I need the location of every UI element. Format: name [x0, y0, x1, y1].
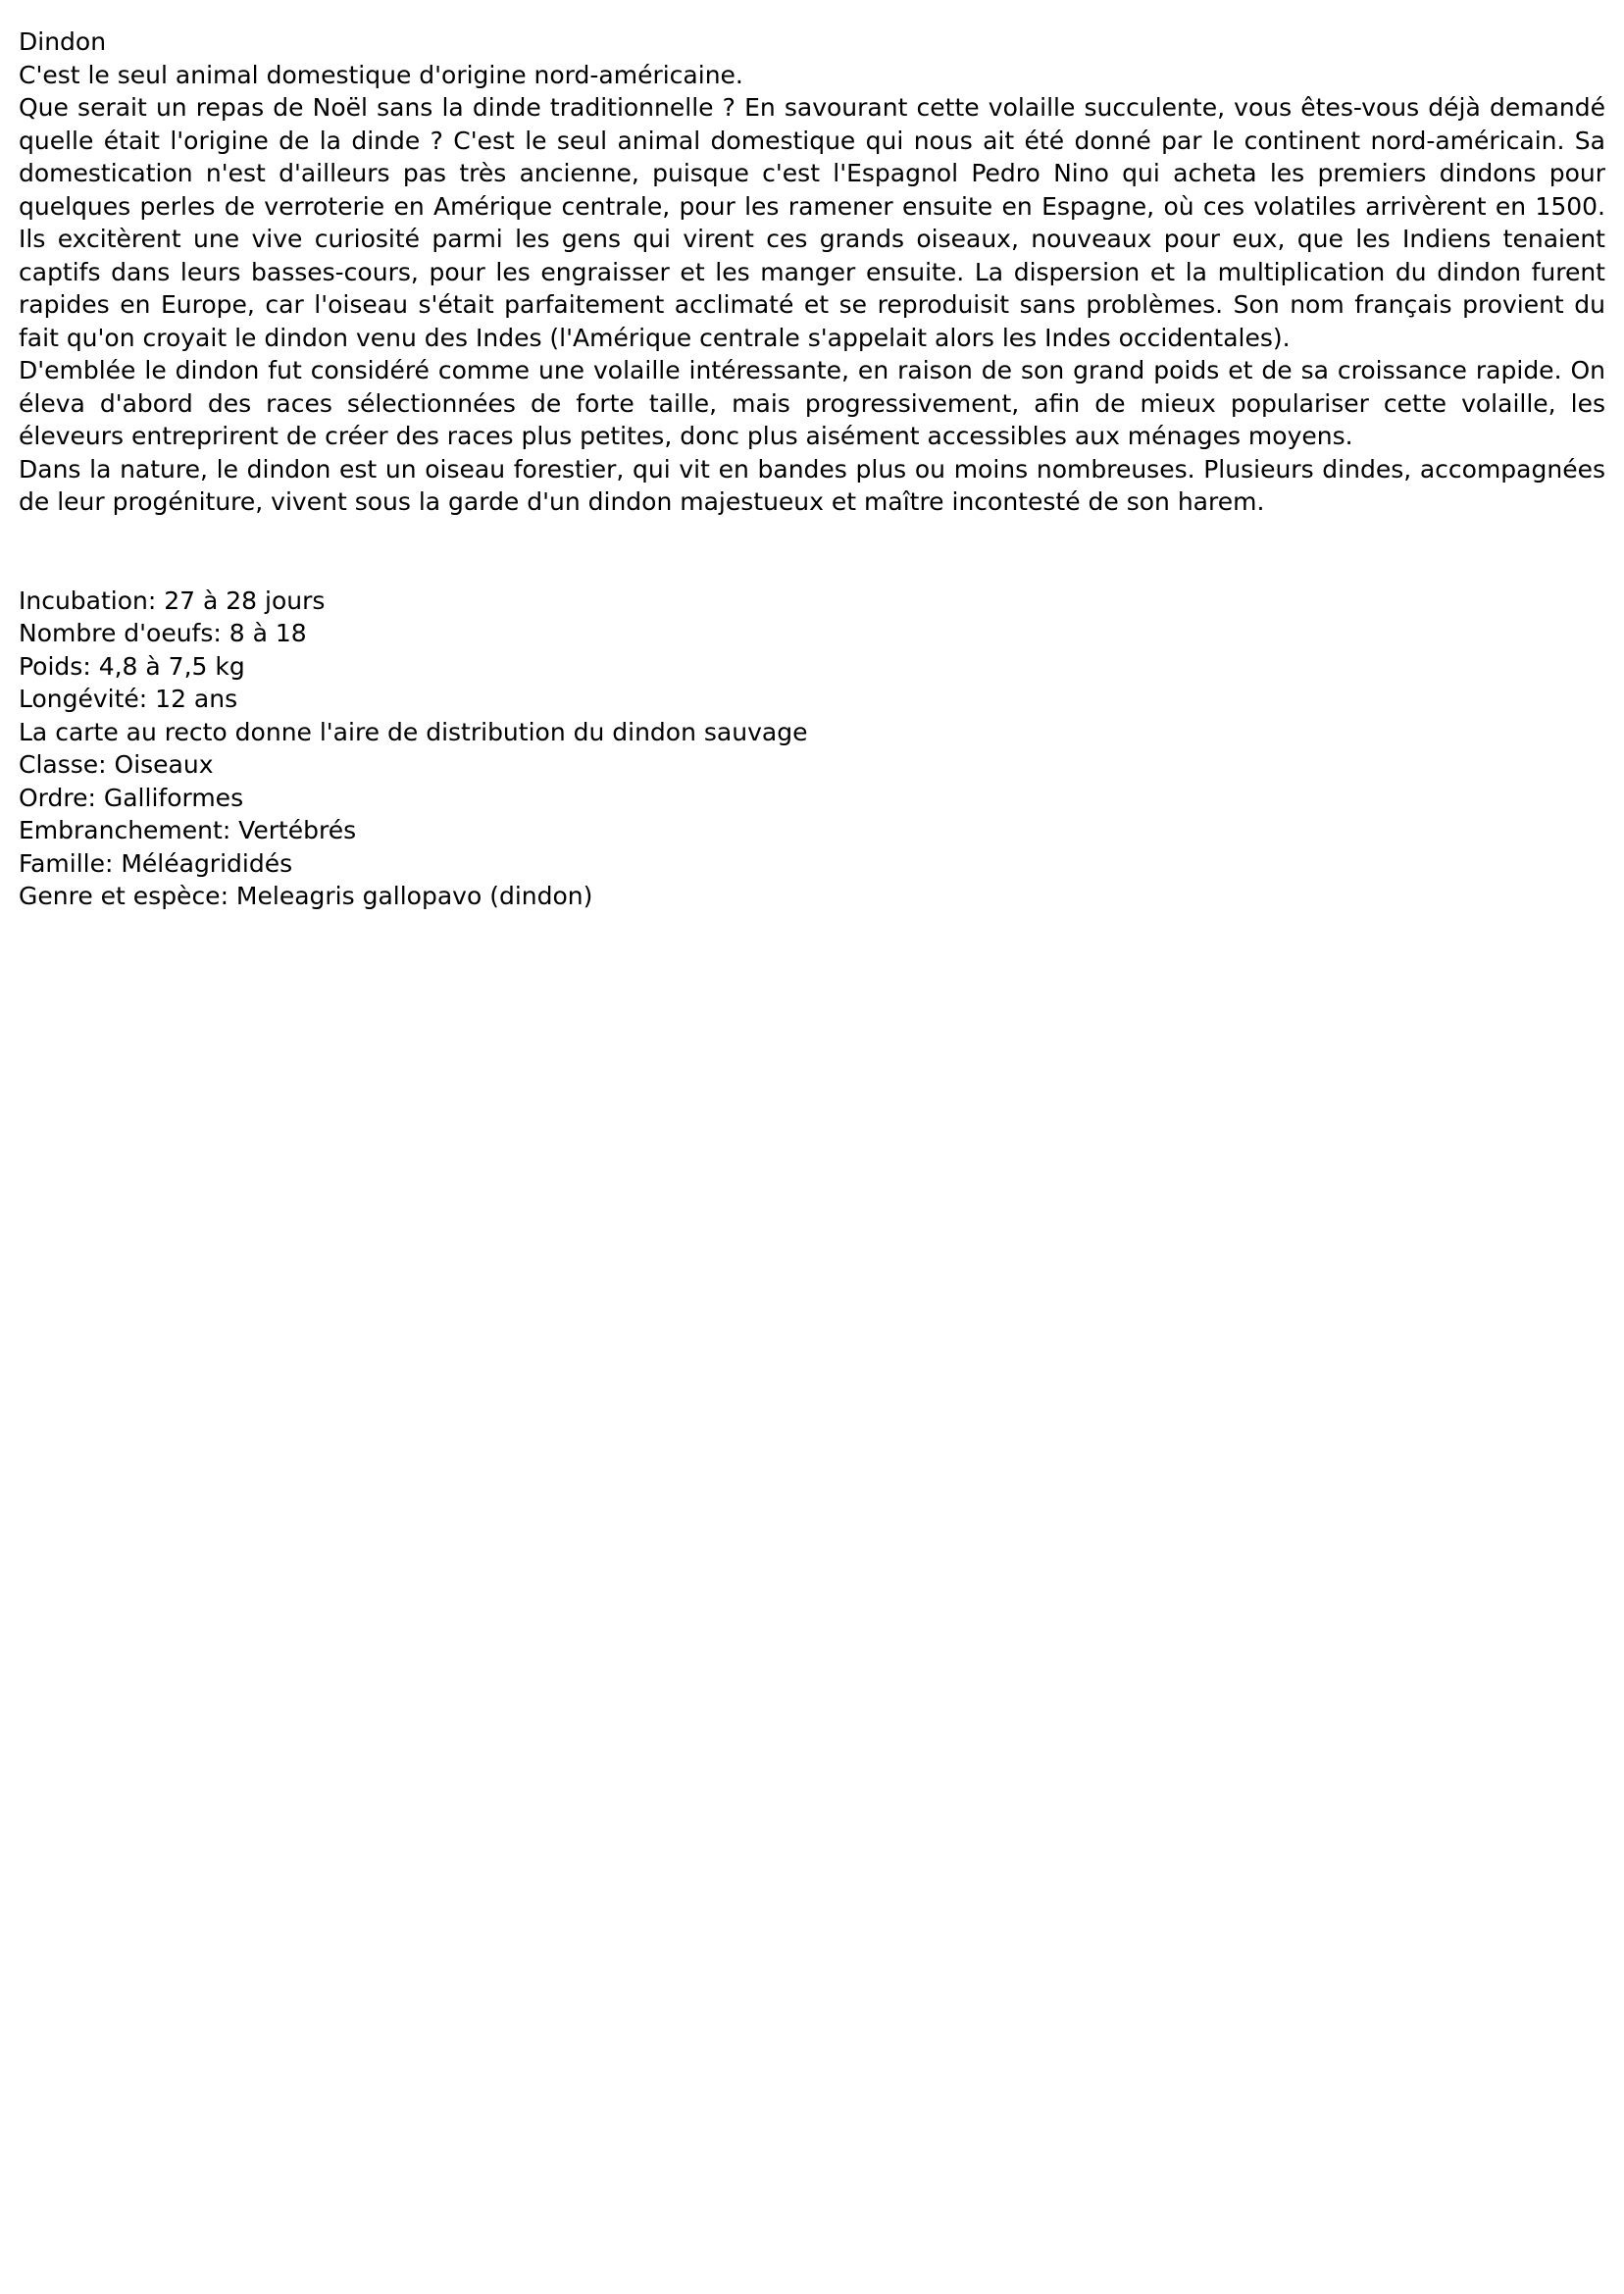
- paragraph-origin: Que serait un repas de Noël sans la dinde traditionnelle ? En savourant cette volaille succulente, vous êtes-vous déjà demandé quelle était l'origine de la dinde ? C'est le seul animal domestique qui nous ait été donné par le continent nord-américain. Sa domestication n'est d'ailleurs pas très ancienne, puisque c'est l'Espagnol Pedro Nino qui acheta les premiers dindons pour quelques perles de verroterie en Amérique centrale, pour les ramener ensuite en Espagne, où ces volatiles arrivèrent en 1500. Ils excitèrent une vive curiosité parmi les gens qui virent ces grands oiseaux, nouveaux pour eux, que les Indiens tenaient captifs dans leurs basses-cours, pour les engraisser et les manger ensuite. La dispersion et la multiplication du dindon furent rapides en Europe, car l'oiseau s'était parfaitement acclimaté et se reproduisit sans problèmes. Son nom français provient du fait qu'on croyait le dindon venu des Indes (l'Amérique centrale s'appelait alors les Indes occidentales).: [19, 93, 1605, 352]
- fact-family: Famille: Méléagrididés: [19, 848, 293, 878]
- fact-genus-species: Genre et espèce: Meleagris gallopavo (dindon): [19, 882, 593, 910]
- fact-weight: Poids: 4,8 à 7,5 kg: [19, 651, 245, 681]
- facts-list: [19, 585, 1605, 913]
- fact-order: Ordre: Galliformes: [19, 783, 244, 812]
- document-subtitle: C'est le seul animal domestique d'origine nord-américaine.: [19, 60, 743, 89]
- section-spacer: [19, 519, 1605, 585]
- paragraph-nature: Dans la nature, le dindon est un oiseau forestier, qui vit en bandes plus ou moins nombreuses. Plusieurs dindes, accompagnées de leur progéniture, vivent sous la garde d'un dindon majestueux et maître incontesté de son harem.: [19, 454, 1605, 516]
- document-page: [19, 25, 1605, 913]
- fact-longevity: Longévité: 12 ans: [19, 685, 238, 713]
- document-title: Dindon: [19, 27, 107, 56]
- fact-egg-count: Nombre d'oeufs: 8 à 18: [19, 619, 307, 647]
- fact-phylum: Embranchement: Vertébrés: [19, 816, 357, 844]
- fact-class: Classe: Oiseaux: [19, 750, 214, 779]
- paragraph-breeding: D'emblée le dindon fut considéré comme une volaille intéressante, en raison de son grand poids et de sa croissance rapide. On éleva d'abord des races sélectionnées de forte taille, mais progressivement, afin de mieux populariser cette volaille, les éleveurs entreprirent de créer des races plus petites, donc plus aisément accessibles aux ménages moyens.: [19, 356, 1605, 450]
- fact-incubation: Incubation: 27 à 28 jours: [19, 586, 326, 615]
- fact-map-note: La carte au recto donne l'aire de distribution du dindon sauvage: [19, 717, 808, 746]
